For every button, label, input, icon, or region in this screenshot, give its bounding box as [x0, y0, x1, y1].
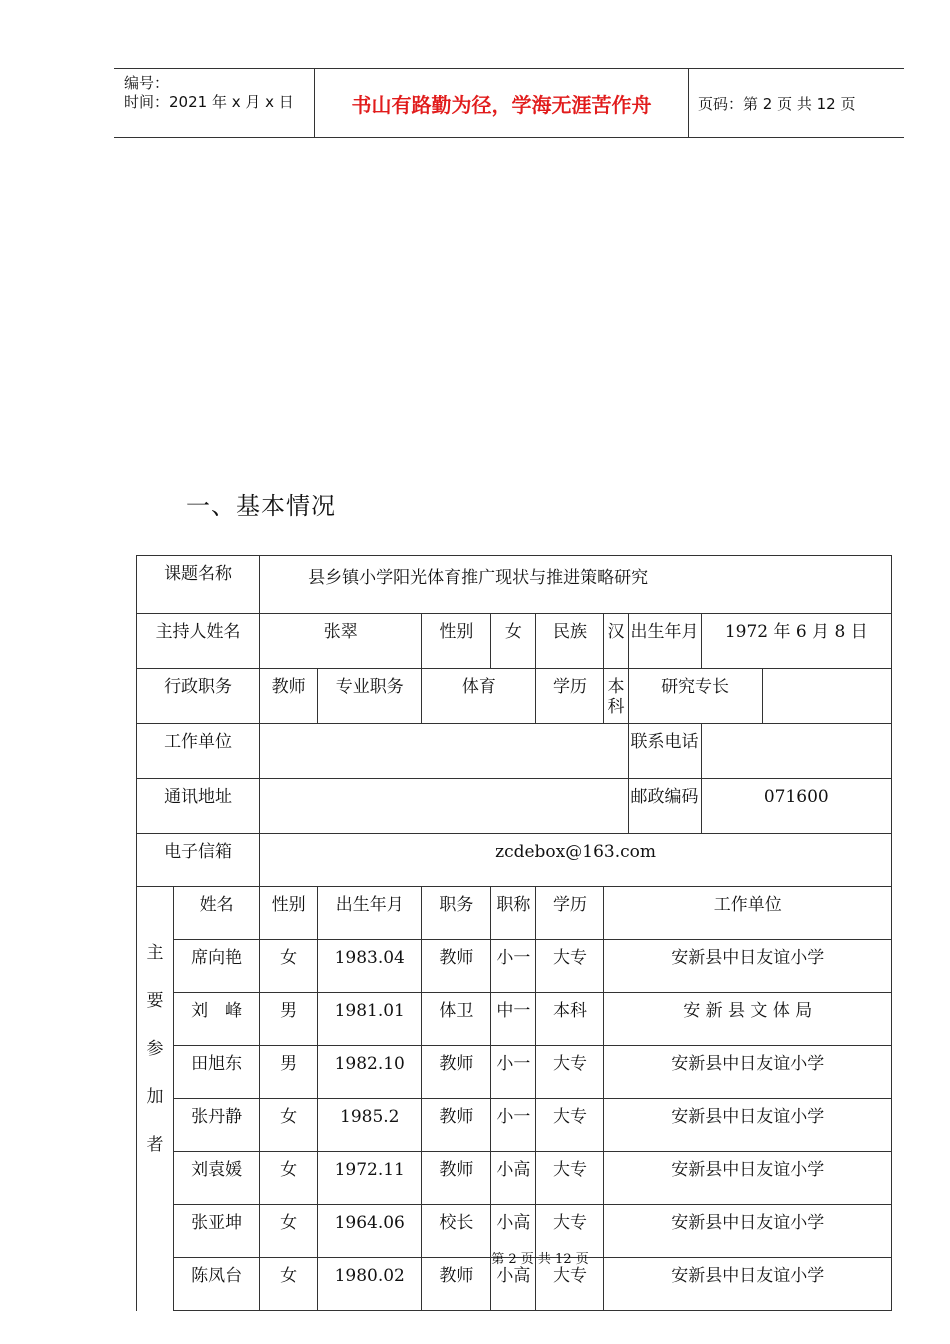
work-unit-value	[260, 724, 628, 779]
specialty-value	[762, 669, 891, 724]
side-char: 参	[146, 1039, 164, 1059]
topic-value: 县乡镇小学阳光体育推广现状与推进策略研究	[260, 556, 892, 614]
cell-gender: 女	[260, 1152, 318, 1205]
side-char: 主	[146, 943, 164, 963]
cell-unit: 安 新 县 文 体 局	[604, 993, 892, 1046]
topic-label: 课题名称	[137, 556, 260, 614]
cell-title: 小高	[491, 1152, 536, 1205]
cell-post: 教师	[422, 1046, 491, 1099]
side-char: 加	[146, 1087, 164, 1107]
cell-name: 陈凤台	[174, 1258, 260, 1311]
basic-info-table	[136, 555, 892, 1311]
cell-edu: 大专	[536, 1152, 604, 1205]
cell-title: 中一	[491, 993, 536, 1046]
host-label: 主持人姓名	[137, 614, 260, 669]
prof-post-value: 体育	[422, 669, 536, 724]
col-header: 职称	[491, 887, 536, 940]
table-row	[137, 940, 892, 993]
table-row	[137, 1099, 892, 1152]
cell-post: 校长	[422, 1205, 491, 1258]
cell-edu: 本科	[536, 993, 604, 1046]
specialty-label: 研究专长	[628, 669, 762, 724]
work-unit-label: 工作单位	[137, 724, 260, 779]
cell-birth: 1985.2	[318, 1099, 422, 1152]
cell-name: 田旭东	[174, 1046, 260, 1099]
table-row	[137, 1046, 892, 1099]
cell-birth: 1964.06	[318, 1205, 422, 1258]
cell-title: 小高	[491, 1258, 536, 1311]
col-header: 出生年月	[318, 887, 422, 940]
header-motto: 书山有路勤为径，学海无涯苦作舟	[351, 92, 652, 117]
participants-side-label	[137, 887, 174, 1311]
page-footer: 第 2 页 共 12 页	[491, 1252, 589, 1267]
cell-gender: 女	[260, 1258, 318, 1311]
table-row	[137, 1152, 892, 1205]
cell-title: 小高	[491, 1205, 536, 1258]
gender-label: 性别	[422, 614, 491, 669]
edu-label: 学历	[536, 669, 604, 724]
cell-gender: 女	[260, 940, 318, 993]
birth-value: 1972 年 6 月 8 日	[701, 614, 891, 669]
section-title: 一、基本情况	[186, 492, 336, 520]
time-label: 时间：2021 年 x 月 x 日	[124, 93, 294, 111]
cell-unit: 安新县中日友谊小学	[604, 1099, 892, 1152]
cell-birth: 1983.04	[318, 940, 422, 993]
admin-post-label: 行政职务	[137, 669, 260, 724]
cell-post: 教师	[422, 1099, 491, 1152]
cell-unit: 安新县中日友谊小学	[604, 1046, 892, 1099]
header-motto-cell	[315, 69, 689, 137]
admin-post-value: 教师	[260, 669, 318, 724]
cell-title: 小一	[491, 1046, 536, 1099]
header-page-info: 页码：第 2 页 共 12 页	[698, 94, 856, 113]
address-value	[260, 779, 628, 834]
cell-edu: 大专	[536, 1205, 604, 1258]
email-label: 电子信箱	[137, 834, 260, 887]
cell-title: 小一	[491, 940, 536, 993]
cell-name: 张亚坤	[174, 1205, 260, 1258]
phone-label: 联系电话	[628, 724, 701, 779]
host-value: 张翠	[260, 614, 422, 669]
prof-post-label: 专业职务	[318, 669, 422, 724]
birth-label: 出生年月	[628, 614, 701, 669]
cell-title: 小一	[491, 1099, 536, 1152]
cell-name: 刘袁媛	[174, 1152, 260, 1205]
cell-unit: 安新县中日友谊小学	[604, 1205, 892, 1258]
col-header: 性别	[260, 887, 318, 940]
cell-unit: 安新县中日友谊小学	[604, 940, 892, 993]
col-header: 学历	[536, 887, 604, 940]
cell-edu: 大专	[536, 940, 604, 993]
cell-edu: 大专	[536, 1099, 604, 1152]
cell-unit: 安新县中日友谊小学	[604, 1152, 892, 1205]
gender-value: 女	[491, 614, 536, 669]
col-header: 职务	[422, 887, 491, 940]
cell-edu: 大专	[536, 1046, 604, 1099]
cell-birth: 1982.10	[318, 1046, 422, 1099]
ethnic-label: 民族	[536, 614, 604, 669]
number-label: 编号：	[124, 74, 170, 92]
email-value: zcdebox@163.com	[260, 834, 892, 887]
address-label: 通讯地址	[137, 779, 260, 834]
cell-gender: 男	[260, 993, 318, 1046]
cell-gender: 男	[260, 1046, 318, 1099]
page-header	[114, 68, 904, 138]
side-char: 者	[146, 1135, 164, 1155]
cell-post: 教师	[422, 940, 491, 993]
cell-gender: 女	[260, 1099, 318, 1152]
col-header: 姓名	[174, 887, 260, 940]
cell-name: 刘 峰	[174, 993, 260, 1046]
col-header: 工作单位	[604, 887, 892, 940]
cell-gender: 女	[260, 1205, 318, 1258]
cell-birth: 1981.01	[318, 993, 422, 1046]
cell-edu: 大专	[536, 1258, 604, 1311]
cell-post: 教师	[422, 1258, 491, 1311]
phone-value	[701, 724, 891, 779]
cell-name: 张丹静	[174, 1099, 260, 1152]
postcode-label: 邮政编码	[628, 779, 701, 834]
ethnic-value: 汉	[604, 614, 628, 669]
cell-post: 教师	[422, 1152, 491, 1205]
cell-name: 席向艳	[174, 940, 260, 993]
header-meta	[114, 69, 315, 137]
side-char: 要	[146, 991, 164, 1011]
table-row	[137, 993, 892, 1046]
cell-birth: 1972.11	[318, 1152, 422, 1205]
cell-post: 体卫	[422, 993, 491, 1046]
cell-unit: 安新县中日友谊小学	[604, 1258, 892, 1311]
cell-birth: 1980.02	[318, 1258, 422, 1311]
postcode-value: 071600	[701, 779, 891, 834]
edu-value: 本科	[604, 669, 628, 724]
